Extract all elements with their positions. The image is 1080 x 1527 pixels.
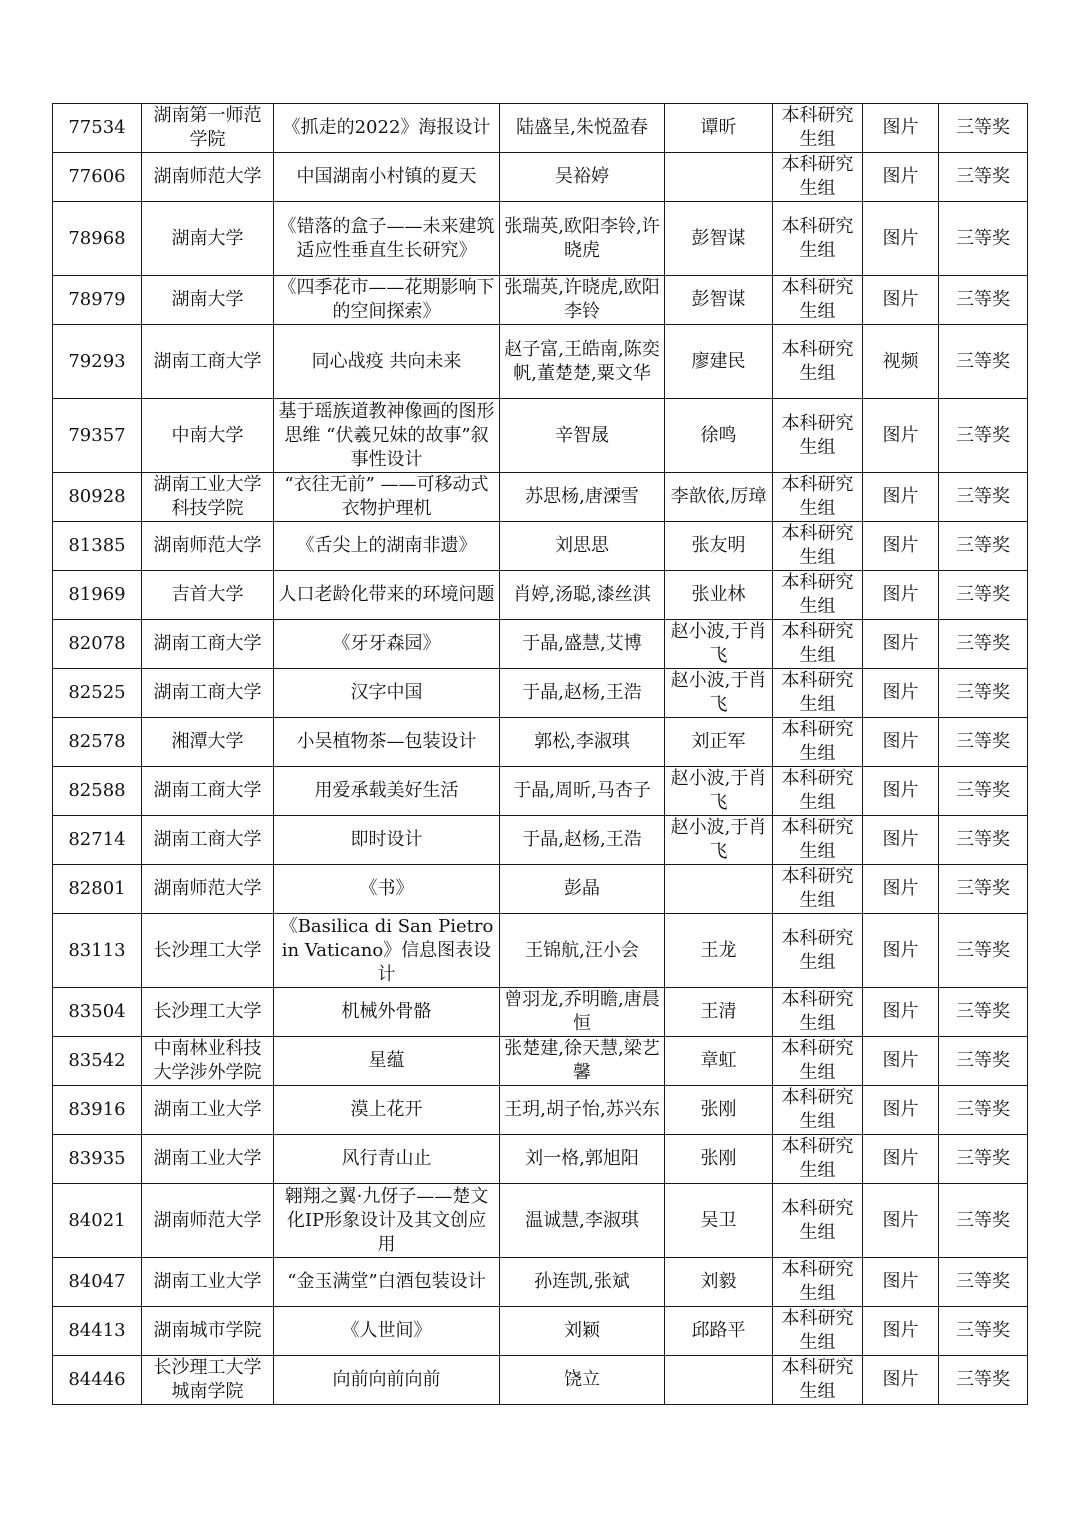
table-row (53, 522, 1028, 571)
type-cell: 图片 (863, 1086, 939, 1135)
school-cell: 湖南工业大学 (142, 1258, 274, 1307)
title-cell: 《四季花市——花期影响下的空间探索》 (274, 276, 500, 325)
id-cell: 83542 (53, 1037, 142, 1086)
award-cell: 三等奖 (939, 865, 1028, 914)
advisor-cell: 刘正军 (665, 718, 773, 767)
advisor-cell: 张业林 (665, 571, 773, 620)
school-cell: 湖南师范大学 (142, 865, 274, 914)
school-cell: 中南林业科技大学涉外学院 (142, 1037, 274, 1086)
type-cell: 图片 (863, 104, 939, 153)
table-row (53, 914, 1028, 988)
group-cell: 本科研究生组 (773, 988, 863, 1037)
advisor-cell (665, 865, 773, 914)
id-cell: 83504 (53, 988, 142, 1037)
type-cell: 图片 (863, 1135, 939, 1184)
type-cell: 图片 (863, 276, 939, 325)
id-cell: 82525 (53, 669, 142, 718)
advisor-cell: 章虹 (665, 1037, 773, 1086)
table-row (53, 865, 1028, 914)
group-cell: 本科研究生组 (773, 1037, 863, 1086)
type-cell: 图片 (863, 816, 939, 865)
id-cell: 83113 (53, 914, 142, 988)
authors-cell: 刘颖 (500, 1307, 665, 1356)
school-cell: 湖南工商大学 (142, 325, 274, 399)
id-cell: 77534 (53, 104, 142, 153)
group-cell: 本科研究生组 (773, 104, 863, 153)
id-cell: 78979 (53, 276, 142, 325)
school-cell: 湖南师范大学 (142, 522, 274, 571)
school-cell: 湖南工商大学 (142, 620, 274, 669)
title-cell: 《牙牙森园》 (274, 620, 500, 669)
title-cell: 人口老龄化带来的环境问题 (274, 571, 500, 620)
authors-cell: 曾羽龙,乔明瞻,唐晨恒 (500, 988, 665, 1037)
title-cell: 《书》 (274, 865, 500, 914)
advisor-cell: 彭智谋 (665, 202, 773, 276)
advisor-cell: 邱路平 (665, 1307, 773, 1356)
school-cell: 湖南工业大学科技学院 (142, 473, 274, 522)
authors-cell: 吴裕婷 (500, 153, 665, 202)
award-cell: 三等奖 (939, 399, 1028, 473)
authors-cell: 于晶,赵杨,王浩 (500, 816, 665, 865)
id-cell: 82078 (53, 620, 142, 669)
award-cell: 三等奖 (939, 816, 1028, 865)
group-cell: 本科研究生组 (773, 571, 863, 620)
advisor-cell: 徐鸣 (665, 399, 773, 473)
id-cell: 81969 (53, 571, 142, 620)
type-cell: 图片 (863, 1184, 939, 1258)
authors-cell: 于晶,盛慧,艾博 (500, 620, 665, 669)
title-cell: 漠上花开 (274, 1086, 500, 1135)
table-row (53, 816, 1028, 865)
school-cell: 湖南师范大学 (142, 1184, 274, 1258)
advisor-cell: 吴卫 (665, 1184, 773, 1258)
title-cell: 同心战疫 共向未来 (274, 325, 500, 399)
award-cell: 三等奖 (939, 473, 1028, 522)
type-cell: 图片 (863, 473, 939, 522)
type-cell: 图片 (863, 1037, 939, 1086)
id-cell: 82578 (53, 718, 142, 767)
type-cell: 图片 (863, 1356, 939, 1405)
id-cell: 84446 (53, 1356, 142, 1405)
title-cell: 用爱承载美好生活 (274, 767, 500, 816)
award-cell: 三等奖 (939, 1258, 1028, 1307)
authors-cell: 王锦航,汪小会 (500, 914, 665, 988)
school-cell: 湖南工商大学 (142, 767, 274, 816)
school-cell: 吉首大学 (142, 571, 274, 620)
award-cell: 三等奖 (939, 522, 1028, 571)
title-cell: 星蕴 (274, 1037, 500, 1086)
school-cell: 长沙理工大学 (142, 914, 274, 988)
type-cell: 图片 (863, 202, 939, 276)
table-row (53, 1307, 1028, 1356)
advisor-cell: 赵小波,于肖飞 (665, 767, 773, 816)
group-cell: 本科研究生组 (773, 153, 863, 202)
school-cell: 湖南工商大学 (142, 669, 274, 718)
type-cell: 图片 (863, 767, 939, 816)
award-cell: 三等奖 (939, 1037, 1028, 1086)
table-row (53, 1037, 1028, 1086)
advisor-cell: 李歆依,厉璋 (665, 473, 773, 522)
group-cell: 本科研究生组 (773, 276, 863, 325)
table-row (53, 153, 1028, 202)
advisor-cell: 张友明 (665, 522, 773, 571)
school-cell: 长沙理工大学 (142, 988, 274, 1037)
advisor-cell (665, 1356, 773, 1405)
id-cell: 77606 (53, 153, 142, 202)
award-cell: 三等奖 (939, 202, 1028, 276)
advisor-cell: 王清 (665, 988, 773, 1037)
authors-cell: 肖婷,汤聪,漆丝淇 (500, 571, 665, 620)
title-cell: 即时设计 (274, 816, 500, 865)
authors-cell: 苏思杨,唐溧雪 (500, 473, 665, 522)
type-cell: 图片 (863, 522, 939, 571)
table-row (53, 669, 1028, 718)
school-cell: 湖南大学 (142, 276, 274, 325)
group-cell: 本科研究生组 (773, 1086, 863, 1135)
advisor-cell: 廖建民 (665, 325, 773, 399)
award-cell: 三等奖 (939, 718, 1028, 767)
group-cell: 本科研究生组 (773, 914, 863, 988)
title-cell: 汉字中国 (274, 669, 500, 718)
award-cell: 三等奖 (939, 1086, 1028, 1135)
id-cell: 82801 (53, 865, 142, 914)
authors-cell: 赵子富,王皓南,陈奕帆,董楚楚,粟文华 (500, 325, 665, 399)
authors-cell: 孙连凯,张斌 (500, 1258, 665, 1307)
type-cell: 图片 (863, 1307, 939, 1356)
id-cell: 84413 (53, 1307, 142, 1356)
advisor-cell: 张刚 (665, 1086, 773, 1135)
id-cell: 82588 (53, 767, 142, 816)
type-cell: 图片 (863, 1258, 939, 1307)
id-cell: 82714 (53, 816, 142, 865)
table-row (53, 325, 1028, 399)
title-cell: “衣往无前” ——可移动式衣物护理机 (274, 473, 500, 522)
table-row (53, 988, 1028, 1037)
group-cell: 本科研究生组 (773, 816, 863, 865)
title-cell: 向前向前向前 (274, 1356, 500, 1405)
group-cell: 本科研究生组 (773, 399, 863, 473)
group-cell: 本科研究生组 (773, 1258, 863, 1307)
group-cell: 本科研究生组 (773, 620, 863, 669)
award-cell: 三等奖 (939, 914, 1028, 988)
table-row (53, 1086, 1028, 1135)
table-row (53, 620, 1028, 669)
group-cell: 本科研究生组 (773, 1307, 863, 1356)
type-cell: 图片 (863, 620, 939, 669)
type-cell: 图片 (863, 669, 939, 718)
advisor-cell: 赵小波,于肖飞 (665, 620, 773, 669)
advisor-cell: 张刚 (665, 1135, 773, 1184)
table-row (53, 1135, 1028, 1184)
award-cell: 三等奖 (939, 669, 1028, 718)
group-cell: 本科研究生组 (773, 1135, 863, 1184)
school-cell: 湖南大学 (142, 202, 274, 276)
id-cell: 83935 (53, 1135, 142, 1184)
award-cell: 三等奖 (939, 1307, 1028, 1356)
school-cell: 湖南第一师范学院 (142, 104, 274, 153)
group-cell: 本科研究生组 (773, 325, 863, 399)
table-row (53, 276, 1028, 325)
table-row (53, 718, 1028, 767)
title-cell: 翱翔之翼·九伢子——楚文化IP形象设计及其文创应用 (274, 1184, 500, 1258)
title-cell: 《Basilica di San Pietro in Vaticano》信息图表设计 (274, 914, 500, 988)
awards-table (52, 103, 1028, 1405)
authors-cell: 陆盛呈,朱悦盈春 (500, 104, 665, 153)
group-cell: 本科研究生组 (773, 718, 863, 767)
award-cell: 三等奖 (939, 153, 1028, 202)
table-row (53, 571, 1028, 620)
advisor-cell: 赵小波,于肖飞 (665, 816, 773, 865)
title-cell: 机械外骨骼 (274, 988, 500, 1037)
advisor-cell: 刘毅 (665, 1258, 773, 1307)
award-cell: 三等奖 (939, 1356, 1028, 1405)
school-cell: 湖南师范大学 (142, 153, 274, 202)
award-cell: 三等奖 (939, 104, 1028, 153)
award-cell: 三等奖 (939, 1135, 1028, 1184)
authors-cell: 饶立 (500, 1356, 665, 1405)
id-cell: 81385 (53, 522, 142, 571)
title-cell: 基于瑶族道教神像画的图形思维 “伏羲兄妹的故事”叙事性设计 (274, 399, 500, 473)
id-cell: 80928 (53, 473, 142, 522)
advisor-cell: 谭昕 (665, 104, 773, 153)
group-cell: 本科研究生组 (773, 865, 863, 914)
id-cell: 83916 (53, 1086, 142, 1135)
award-cell: 三等奖 (939, 571, 1028, 620)
title-cell: 《错落的盒子——未来建筑适应性垂直生长研究》 (274, 202, 500, 276)
group-cell: 本科研究生组 (773, 767, 863, 816)
advisor-cell (665, 153, 773, 202)
type-cell: 图片 (863, 865, 939, 914)
id-cell: 79357 (53, 399, 142, 473)
title-cell: 《抓走的2022》海报设计 (274, 104, 500, 153)
type-cell: 图片 (863, 153, 939, 202)
award-cell: 三等奖 (939, 276, 1028, 325)
table-row (53, 473, 1028, 522)
school-cell: 中南大学 (142, 399, 274, 473)
title-cell: 中国湖南小村镇的夏天 (274, 153, 500, 202)
table-row (53, 1356, 1028, 1405)
authors-cell: 于晶,赵杨,王浩 (500, 669, 665, 718)
id-cell: 84047 (53, 1258, 142, 1307)
authors-cell: 于晶,周昕,马杏子 (500, 767, 665, 816)
title-cell: 《人世间》 (274, 1307, 500, 1356)
award-cell: 三等奖 (939, 620, 1028, 669)
school-cell: 湖南城市学院 (142, 1307, 274, 1356)
authors-cell: 刘思思 (500, 522, 665, 571)
type-cell: 视频 (863, 325, 939, 399)
authors-cell: 温诚慧,李淑琪 (500, 1184, 665, 1258)
school-cell: 湘潭大学 (142, 718, 274, 767)
title-cell: “金玉满堂”白酒包装设计 (274, 1258, 500, 1307)
title-cell: 《舌尖上的湖南非遗》 (274, 522, 500, 571)
id-cell: 79293 (53, 325, 142, 399)
advisor-cell: 彭智谋 (665, 276, 773, 325)
group-cell: 本科研究生组 (773, 669, 863, 718)
authors-cell: 彭晶 (500, 865, 665, 914)
group-cell: 本科研究生组 (773, 522, 863, 571)
group-cell: 本科研究生组 (773, 473, 863, 522)
school-cell: 长沙理工大学城南学院 (142, 1356, 274, 1405)
group-cell: 本科研究生组 (773, 202, 863, 276)
table-row (53, 767, 1028, 816)
award-cell: 三等奖 (939, 767, 1028, 816)
type-cell: 图片 (863, 914, 939, 988)
authors-cell: 郭松,李淑琪 (500, 718, 665, 767)
award-cell: 三等奖 (939, 1184, 1028, 1258)
authors-cell: 张瑞英,欧阳李铃,许晓虎 (500, 202, 665, 276)
table-row (53, 104, 1028, 153)
table-row (53, 202, 1028, 276)
award-cell: 三等奖 (939, 988, 1028, 1037)
table-row (53, 399, 1028, 473)
authors-cell: 张楚建,徐天慧,梁艺馨 (500, 1037, 665, 1086)
authors-cell: 王玥,胡子怡,苏兴东 (500, 1086, 665, 1135)
type-cell: 图片 (863, 571, 939, 620)
table-row (53, 1258, 1028, 1307)
authors-cell: 张瑞英,许晓虎,欧阳李铃 (500, 276, 665, 325)
title-cell: 小吴植物茶—包装设计 (274, 718, 500, 767)
school-cell: 湖南工业大学 (142, 1135, 274, 1184)
table-row (53, 1184, 1028, 1258)
school-cell: 湖南工业大学 (142, 1086, 274, 1135)
group-cell: 本科研究生组 (773, 1184, 863, 1258)
type-cell: 图片 (863, 399, 939, 473)
table-body (53, 104, 1028, 1405)
id-cell: 84021 (53, 1184, 142, 1258)
type-cell: 图片 (863, 718, 939, 767)
authors-cell: 刘一格,郭旭阳 (500, 1135, 665, 1184)
group-cell: 本科研究生组 (773, 1356, 863, 1405)
type-cell: 图片 (863, 988, 939, 1037)
school-cell: 湖南工商大学 (142, 816, 274, 865)
authors-cell: 辛智晟 (500, 399, 665, 473)
advisor-cell: 王龙 (665, 914, 773, 988)
advisor-cell: 赵小波,于肖飞 (665, 669, 773, 718)
award-cell: 三等奖 (939, 325, 1028, 399)
id-cell: 78968 (53, 202, 142, 276)
title-cell: 风行青山止 (274, 1135, 500, 1184)
